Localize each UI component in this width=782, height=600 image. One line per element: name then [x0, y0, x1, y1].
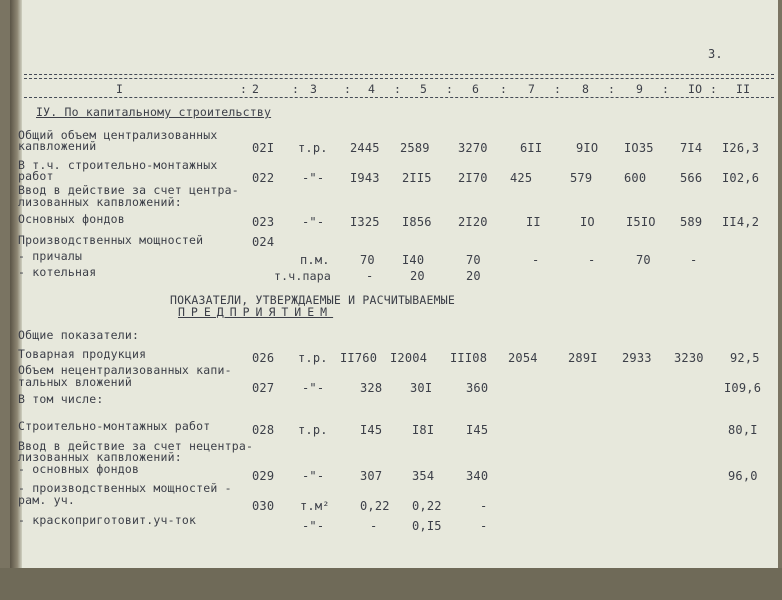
cell-c11: 80,I	[728, 423, 758, 437]
cell-c4: 328	[360, 381, 383, 395]
cell-c4: 70	[360, 253, 375, 267]
row-unit: т.ч.пара	[274, 269, 331, 283]
cell-c11: I26,3	[722, 141, 760, 155]
cell-c11: I09,6	[724, 381, 762, 395]
section2-general-label: Общие показатели:	[18, 328, 140, 342]
col-sep: :	[344, 82, 352, 96]
row-code: 030	[252, 499, 275, 513]
row-label: Товарная продукция	[18, 347, 147, 361]
row-code: 023	[252, 215, 275, 229]
cell-c6: 340	[466, 469, 489, 483]
cell-c5: 20	[410, 269, 425, 283]
col-header-6: 6	[472, 82, 480, 96]
col-sep: :	[240, 82, 248, 96]
cell-c8: 579	[570, 171, 593, 185]
cell-c9: 70	[636, 253, 651, 267]
section2-subtitle: ПРЕДПРИЯТИЕМ	[178, 305, 334, 319]
cell-c9: 600	[624, 171, 647, 185]
row-code: 026	[252, 351, 275, 365]
row-label: Объем нецентрализованных капи-	[18, 363, 232, 377]
row-label: рам. уч.	[18, 493, 75, 507]
cell-c7: -	[532, 253, 540, 267]
cell-c5: 354	[412, 469, 435, 483]
row-unit: п.м.	[300, 253, 330, 267]
cell-c6: 2I70	[458, 171, 488, 185]
cell-c7: 425	[510, 171, 533, 185]
col-header-5: 5	[420, 82, 428, 96]
row-label: работ	[18, 169, 54, 183]
row-label: капвложений	[18, 139, 97, 153]
cell-c6: 3270	[458, 141, 488, 155]
row-code: 028	[252, 423, 275, 437]
header-rule-top-2	[24, 78, 774, 79]
row-code: 024	[252, 235, 275, 249]
row-unit: -"-	[302, 519, 325, 533]
page-number: 3.	[708, 47, 723, 61]
cell-c6: 360	[466, 381, 489, 395]
cell-c6: III08	[450, 351, 488, 365]
row-label: Общий объем централизованных	[18, 128, 218, 142]
row-label: тальных вложений	[18, 375, 132, 389]
row-unit: т.р.	[298, 141, 328, 155]
cell-c5: I40	[402, 253, 425, 267]
cell-c6: 2I20	[458, 215, 488, 229]
cell-c11: 96,0	[728, 469, 758, 483]
cell-c4: I325	[350, 215, 380, 229]
col-header-2: 2	[252, 82, 260, 96]
scan-border	[0, 568, 782, 600]
row-unit: -"-	[302, 381, 325, 395]
row-unit: т.р.	[298, 351, 328, 365]
col-sep: :	[710, 82, 718, 96]
col-header-10: IO	[688, 82, 703, 96]
cell-c7: 2054	[508, 351, 538, 365]
col-header-11: II	[736, 82, 751, 96]
cell-c9: 2933	[622, 351, 652, 365]
cell-c4: 0,22	[360, 499, 390, 513]
section2-incl-label: В том числе:	[18, 392, 104, 406]
cell-c9: I5IO	[626, 215, 656, 229]
row-label: Строительно-монтажных работ	[18, 419, 211, 433]
cell-c4: I45	[360, 423, 383, 437]
cell-c10: -	[690, 253, 698, 267]
cell-c8: -	[588, 253, 596, 267]
row-code: 027	[252, 381, 275, 395]
row-label: Производственных мощностей	[18, 233, 204, 247]
cell-c7: 6II	[520, 141, 543, 155]
header-rule-bottom	[24, 97, 774, 98]
cell-c10: 7I4	[680, 141, 703, 155]
row-unit: -"-	[302, 215, 325, 229]
cell-c5: 0,I5	[412, 519, 442, 533]
row-label: лизованных капвложений:	[18, 450, 182, 464]
cell-c4: 2445	[350, 141, 380, 155]
col-header-3: 3	[310, 82, 318, 96]
cell-c6: 20	[466, 269, 481, 283]
col-sep: :	[554, 82, 562, 96]
section2-title: ПОКАЗАТЕЛИ, УТВЕРЖДАЕМЫЕ И РАСЧИТЫВАЕМЫЕ	[170, 293, 455, 307]
row-label: Ввод в действие за счет центра-	[18, 183, 239, 197]
cell-c8: 289I	[568, 351, 598, 365]
row-label: - котельная	[18, 265, 97, 279]
cell-c8: 9IO	[576, 141, 599, 155]
col-sep: :	[662, 82, 670, 96]
col-header-1: I	[116, 82, 124, 96]
col-header-9: 9	[636, 82, 644, 96]
row-label: Основных фондов	[18, 212, 125, 226]
cell-c5: I856	[402, 215, 432, 229]
cell-c7: II	[526, 215, 541, 229]
header-rule-top	[24, 74, 774, 75]
cell-c10: 566	[680, 171, 703, 185]
cell-c4: -	[366, 269, 374, 283]
row-label: - краскоприготовит.уч-ток	[18, 513, 197, 527]
row-label: Ввод в действие за счет нецентра-	[18, 439, 254, 453]
cell-c9: IO35	[624, 141, 654, 155]
cell-c4: -	[370, 519, 378, 533]
cell-c6: 70	[466, 253, 481, 267]
row-label: - производственных мощностей -	[18, 481, 232, 495]
cell-c8: IO	[580, 215, 595, 229]
cell-c11: II4,2	[722, 215, 760, 229]
col-header-8: 8	[582, 82, 590, 96]
cell-c10: 589	[680, 215, 703, 229]
col-sep: :	[446, 82, 454, 96]
row-label: - причалы	[18, 249, 83, 263]
cell-c4: II760	[340, 351, 378, 365]
col-header-4: 4	[368, 82, 376, 96]
row-label: В т.ч. строительно-монтажных	[18, 158, 218, 172]
document-page	[10, 0, 778, 568]
row-label: лизованных капвложений:	[18, 195, 182, 209]
cell-c4: 307	[360, 469, 383, 483]
row-unit: -"-	[302, 171, 325, 185]
cell-c6: -	[480, 519, 488, 533]
cell-c5: 2II5	[402, 171, 432, 185]
cell-c5: I2004	[390, 351, 428, 365]
row-code: 02I	[252, 141, 275, 155]
cell-c5: I8I	[412, 423, 435, 437]
cell-c5: 2589	[400, 141, 430, 155]
row-label: - основных фондов	[18, 462, 140, 476]
col-sep: :	[608, 82, 616, 96]
row-unit: т.р.	[298, 423, 328, 437]
cell-c4: I943	[350, 171, 380, 185]
cell-c5: 0,22	[412, 499, 442, 513]
cell-c11: 92,5	[730, 351, 760, 365]
cell-c10: 3230	[674, 351, 704, 365]
cell-c5: 30I	[410, 381, 433, 395]
section-title-capital-construction: IУ. По капитальному строительству	[36, 105, 272, 119]
col-sep: :	[500, 82, 508, 96]
row-unit: т.м²	[300, 499, 330, 513]
cell-c11: I02,6	[722, 171, 760, 185]
cell-c6: -	[480, 499, 488, 513]
col-sep: :	[292, 82, 300, 96]
cell-c6: I45	[466, 423, 489, 437]
row-code: 029	[252, 469, 275, 483]
row-unit: -"-	[302, 469, 325, 483]
row-code: 022	[252, 171, 275, 185]
col-sep: :	[394, 82, 402, 96]
col-header-7: 7	[528, 82, 536, 96]
